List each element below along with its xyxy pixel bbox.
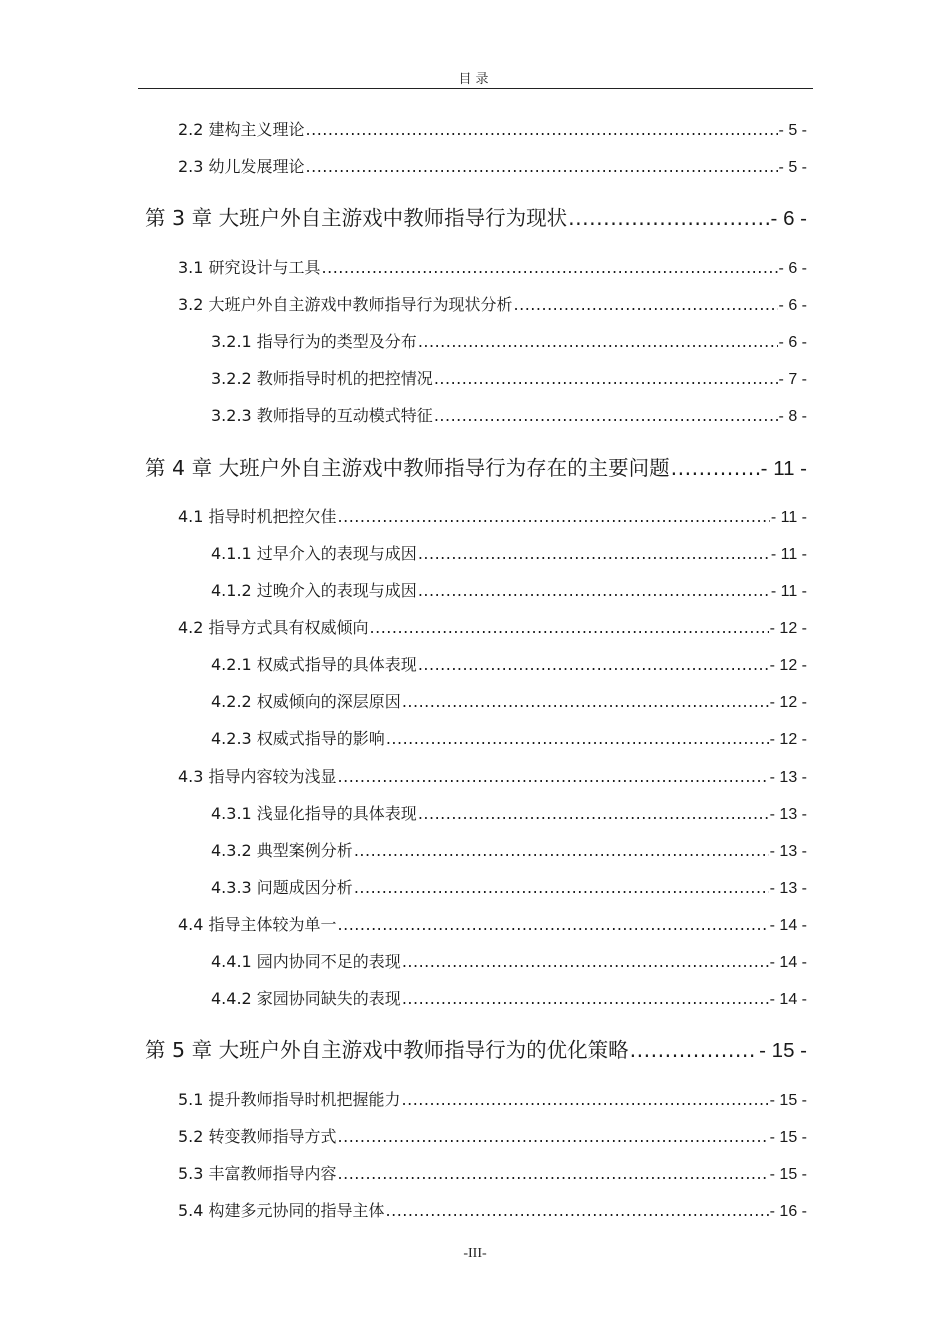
toc-leader-dots — [630, 1038, 759, 1062]
toc-entry-title: 4.3.1 浅显化指导的具体表现 — [211, 804, 417, 823]
toc-subentry[interactable] — [211, 578, 807, 601]
toc-entry-page: - 16 - — [769, 1203, 807, 1220]
toc-entry-title: 4.2.1 权威式指导的具体表现 — [211, 655, 417, 674]
toc-entry-page: - 5 - — [778, 159, 807, 176]
toc-subentry[interactable] — [211, 726, 807, 749]
toc-chapter-entry[interactable] — [145, 1033, 807, 1063]
toc-leader-dots — [568, 206, 769, 230]
toc-entry-page: - 6 - — [778, 260, 807, 277]
toc-leader-dots — [338, 507, 770, 526]
toc-entry-title: 4.2.3 权威式指导的影响 — [211, 729, 385, 748]
toc-leader-dots — [402, 692, 769, 711]
toc-entry[interactable] — [178, 117, 807, 140]
toc-entry[interactable] — [178, 504, 807, 527]
toc-entry-title: 4.1.2 过晚介入的表现与成因 — [211, 581, 417, 600]
toc-entry-title: 第 4 章 大班户外自主游戏中教师指导行为存在的主要问题 — [145, 456, 670, 480]
toc-entry[interactable] — [178, 292, 807, 315]
toc-entry-page: - 13 - — [769, 843, 807, 860]
toc-entry-title: 4.1.1 过早介入的表现与成因 — [211, 544, 417, 563]
toc-entry-page: - 11 - — [770, 583, 807, 600]
toc-entry[interactable] — [178, 1087, 807, 1110]
toc-leader-dots — [354, 878, 769, 897]
toc-subentry[interactable] — [211, 652, 807, 675]
toc-leader-dots — [402, 952, 769, 971]
toc-entry-page: - 13 - — [769, 769, 807, 786]
toc-entry-page: - 11 - — [770, 509, 807, 526]
toc-entry-title: 4.3.3 问题成因分析 — [211, 878, 353, 897]
toc-subentry[interactable] — [211, 986, 807, 1009]
toc-chapter-entry[interactable] — [145, 201, 807, 231]
toc-entry-title: 5.4 构建多元协同的指导主体 — [178, 1201, 385, 1220]
toc-entry-page: - 6 - — [778, 297, 807, 314]
toc-entry-page: - 7 - — [778, 371, 807, 388]
toc-leader-dots — [418, 544, 770, 563]
toc-leader-dots — [514, 295, 778, 314]
toc-entry-page: - 12 - — [769, 694, 807, 711]
toc-leader-dots — [434, 406, 778, 425]
toc-entry-page: - 6 - — [770, 207, 807, 230]
toc-entry-page: - 11 - — [760, 457, 807, 480]
toc-leader-dots — [386, 729, 769, 748]
toc-entry-title: 3.1 研究设计与工具 — [178, 258, 321, 277]
toc-leader-dots — [322, 258, 778, 277]
toc-leader-dots — [418, 581, 770, 600]
toc-subentry[interactable] — [211, 689, 807, 712]
page-header-title: 目录 — [458, 72, 493, 87]
toc-entry-title: 4.3.2 典型案例分析 — [211, 841, 353, 860]
toc-entry[interactable] — [178, 764, 807, 787]
page-number: -III- — [463, 1246, 487, 1261]
toc-subentry[interactable] — [211, 875, 807, 898]
toc-entry-page: - 14 - — [769, 917, 807, 934]
toc-entry-title: 4.2.2 权威倾向的深层原因 — [211, 692, 401, 711]
toc-leader-dots — [402, 989, 769, 1008]
toc-leader-dots — [306, 120, 778, 139]
toc-leader-dots — [338, 1127, 769, 1146]
toc-subentry[interactable] — [211, 329, 807, 352]
toc-entry-page: - 8 - — [778, 408, 807, 425]
toc-subentry[interactable] — [211, 949, 807, 972]
toc-entry-page: - 13 - — [769, 806, 807, 823]
toc-entry-title: 5.2 转变教师指导方式 — [178, 1127, 337, 1146]
toc-entry-title: 3.2 大班户外自主游戏中教师指导行为现状分析 — [178, 295, 513, 314]
toc-leader-dots — [338, 915, 769, 934]
toc-entry-page: - 13 - — [769, 880, 807, 897]
toc-subentry[interactable] — [211, 403, 807, 426]
toc-entry-page: - 14 - — [769, 991, 807, 1008]
toc-entry-title: 3.2.2 教师指导时机的把控情况 — [211, 369, 433, 388]
toc-entry-title: 5.3 丰富教师指导内容 — [178, 1164, 337, 1183]
toc-entry-page: - 14 - — [769, 954, 807, 971]
toc-entry-page: - 15 - — [759, 1039, 807, 1062]
toc-leader-dots — [402, 1090, 769, 1109]
toc-entry-title: 2.2 建构主义理论 — [178, 120, 305, 139]
toc-entry-page: - 15 - — [769, 1092, 807, 1109]
toc-subentry[interactable] — [211, 838, 807, 861]
toc-entry-title: 5.1 提升教师指导时机把握能力 — [178, 1090, 401, 1109]
toc-entry-title: 3.2.1 指导行为的类型及分布 — [211, 332, 417, 351]
toc-entry-page: - 15 - — [769, 1166, 807, 1183]
toc-entry[interactable] — [178, 1124, 807, 1147]
toc-leader-dots — [386, 1201, 769, 1220]
toc-subentry[interactable] — [211, 541, 807, 564]
toc-leader-dots — [418, 655, 769, 674]
toc-entry[interactable] — [178, 154, 807, 177]
toc-entry-title: 4.4.1 园内协同不足的表现 — [211, 952, 401, 971]
toc-entry-title: 第 5 章 大班户外自主游戏中教师指导行为的优化策略 — [145, 1038, 629, 1062]
toc-chapter-entry[interactable] — [145, 451, 807, 481]
toc-leader-dots — [418, 804, 769, 823]
toc-entry-page: - 12 - — [769, 657, 807, 674]
toc-entry[interactable] — [178, 615, 807, 638]
toc-entry-page: - 12 - — [769, 731, 807, 748]
toc-leader-dots — [306, 157, 778, 176]
toc-entry-title: 4.4 指导主体较为单一 — [178, 915, 337, 934]
toc-entry-title: 4.3 指导内容较为浅显 — [178, 767, 337, 786]
toc-entry-title: 4.2 指导方式具有权威倾向 — [178, 618, 369, 637]
toc-entry[interactable] — [178, 1161, 807, 1184]
toc-subentry[interactable] — [211, 801, 807, 824]
toc-leader-dots — [418, 332, 778, 351]
toc-entry-page: - 11 - — [770, 546, 807, 563]
toc-leader-dots — [370, 618, 769, 637]
toc-entry[interactable] — [178, 255, 807, 278]
toc-entry[interactable] — [178, 1198, 807, 1221]
toc-leader-dots — [338, 1164, 769, 1183]
toc-entry-title: 3.2.3 教师指导的互动模式特征 — [211, 406, 433, 425]
toc-leader-dots — [671, 456, 760, 480]
toc-entry-title: 第 3 章 大班户外自主游戏中教师指导行为现状 — [145, 206, 568, 230]
toc-entry-title: 2.3 幼儿发展理论 — [178, 157, 305, 176]
toc-entry-title: 4.1 指导时机把控欠佳 — [178, 507, 337, 526]
toc-entry-page: - 5 - — [778, 122, 807, 139]
toc-entry[interactable] — [178, 912, 807, 935]
toc-leader-dots — [354, 841, 769, 860]
toc-entry-title: 4.4.2 家园协同缺失的表现 — [211, 989, 401, 1008]
toc-entry-page: - 12 - — [769, 620, 807, 637]
toc-leader-dots — [338, 767, 769, 786]
toc-entry-page: - 15 - — [769, 1129, 807, 1146]
toc-leader-dots — [434, 369, 778, 388]
toc-subentry[interactable] — [211, 366, 807, 389]
toc-entry-page: - 6 - — [778, 334, 807, 351]
